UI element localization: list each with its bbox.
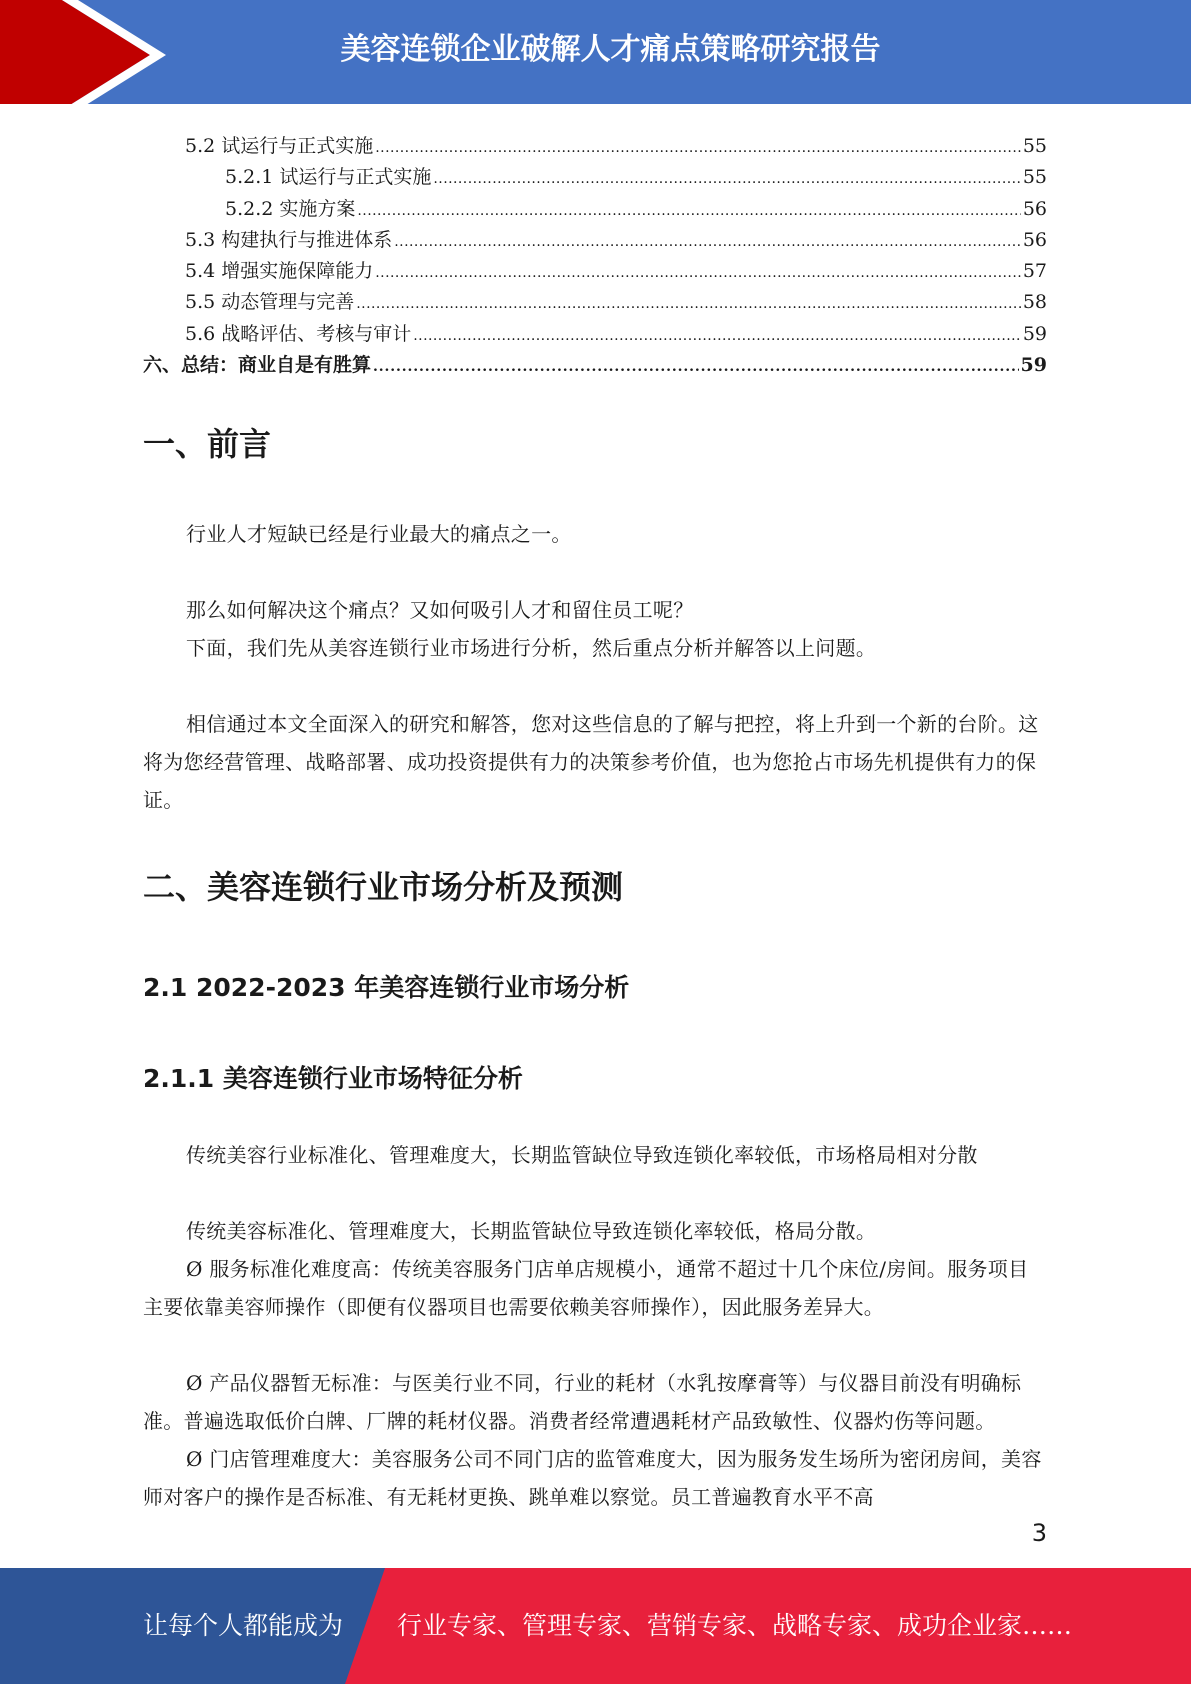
toc-leader-dots: [413, 323, 1021, 345]
preface-paragraph-3: 下面，我们先从美容连锁行业市场进行分析，然后重点分析并解答以上问题。: [186, 636, 877, 660]
page-header: [0, 0, 1191, 110]
toc-leader-dots: [357, 198, 1020, 220]
toc-leader-dots: [433, 166, 1020, 188]
section-heading-preface: 一、前言: [143, 425, 272, 463]
toc-entry[interactable]: [143, 194, 1047, 225]
market-paragraph-5: Ø 门店管理难度大：美容服务公司不同门店的监管难度大，因为服务发生场所为密闭房间，美容师对客户的操作是否标准、有无耗材更换、跳单难以察觉。员工普遍教育水平不高: [143, 1447, 1042, 1509]
toc-entry-label: 5.2.2 实施方案: [225, 197, 356, 220]
toc-entry-page: 55: [1022, 166, 1047, 189]
toc-entry[interactable]: [143, 256, 1047, 287]
header-title: 美容连锁企业破解人才痛点策略研究报告: [340, 32, 881, 67]
preface-paragraph-1: 行业人才短缺已经是行业最大的痛点之一。: [186, 522, 572, 546]
toc-entry[interactable]: [143, 225, 1047, 256]
toc-entry[interactable]: [143, 319, 1047, 350]
toc-leader-dots: [356, 291, 1021, 313]
footer-slogan-right: 行业专家、管理专家、营销专家、战略专家、成功企业家……: [397, 1611, 1073, 1640]
market-paragraph-3: Ø 服务标准化难度高：传统美容服务门店单店规模小，通常不超过十几个床位/房间。服务项目主要依靠美容师操作（即便有仪器项目也需要依赖美容师操作），因此服务差异大。: [143, 1257, 1029, 1319]
toc-leader-dots: [375, 260, 1021, 282]
toc-entry-page: 56: [1022, 228, 1047, 251]
toc-leader-dots: [394, 229, 1021, 251]
toc-entry-label: 5.2 试运行与正式实施: [185, 135, 374, 157]
table-of-contents: [143, 131, 1047, 381]
toc-entry-label: 5.6 战略评估、考核与审计: [185, 322, 412, 345]
toc-leader-dots: [375, 135, 1021, 157]
toc-entry-label: 5.5 动态管理与完善: [185, 291, 355, 314]
preface-paragraph-2: 那么如何解决这个痛点？又如何吸引人才和留住员工呢？: [186, 598, 694, 622]
section-heading-market-analysis: 二、美容连锁行业市场分析及预测: [143, 868, 624, 906]
preface-paragraph-4: 相信通过本文全面深入的研究和解答，您对这些信息的了解与把控，将上升到一个新的台阶。这将为您经营管理、战略部署、成功投资提供有力的决策参考价值，也为您抢占市场先机提供有力的保证。: [143, 712, 1039, 812]
toc-entry-page: 59: [1022, 322, 1047, 345]
toc-entry[interactable]: [143, 131, 1047, 162]
market-paragraph-4: Ø 产品仪器暂无标准：与医美行业不同，行业的耗材（水乳按摩膏等）与仪器目前没有明确标准。普遍选取低价白牌、厂牌的耗材仪器。消费者经常遭遇耗材产品致敏性、仪器灼伤等问题。: [143, 1371, 1022, 1433]
toc-entry-page: 58: [1022, 291, 1047, 314]
toc-entry-page: 55: [1022, 135, 1047, 157]
toc-entry-label: 六、总结：商业自是有胜算: [143, 354, 372, 377]
toc-entry-page: 56: [1022, 197, 1047, 220]
toc-entry[interactable]: [143, 350, 1047, 381]
header-bottom-border: [0, 104, 1191, 110]
subsection-heading-2-1-1: 2.1.1 美容连锁行业市场特征分析: [143, 1064, 523, 1093]
page-footer: [0, 1568, 1191, 1684]
footer-slogan-left: 让每个人都能成为: [143, 1611, 344, 1640]
toc-entry-label: 5.4 增强实施保障能力: [185, 260, 374, 283]
market-paragraph-1: 传统美容行业标准化、管理难度大，长期监管缺位导致连锁化率较低，市场格局相对分散: [186, 1143, 978, 1167]
toc-entry-label: 5.2.1 试运行与正式实施: [225, 166, 432, 189]
toc-leader-dots: [373, 354, 1019, 376]
toc-entry[interactable]: [143, 162, 1047, 193]
page-number: 3: [1031, 1519, 1047, 1547]
toc-entry-page: 59: [1020, 354, 1047, 377]
toc-entry-label: 5.3 构建执行与推进体系: [185, 228, 393, 251]
subsection-heading-2-1: 2.1 2022-2023 年美容连锁行业市场分析: [143, 973, 630, 1002]
toc-entry-page: 57: [1022, 260, 1047, 283]
toc-entry[interactable]: [143, 287, 1047, 318]
market-paragraph-2: 传统美容标准化、管理难度大，长期监管缺位导致连锁化率较低，格局分散。: [186, 1219, 877, 1243]
